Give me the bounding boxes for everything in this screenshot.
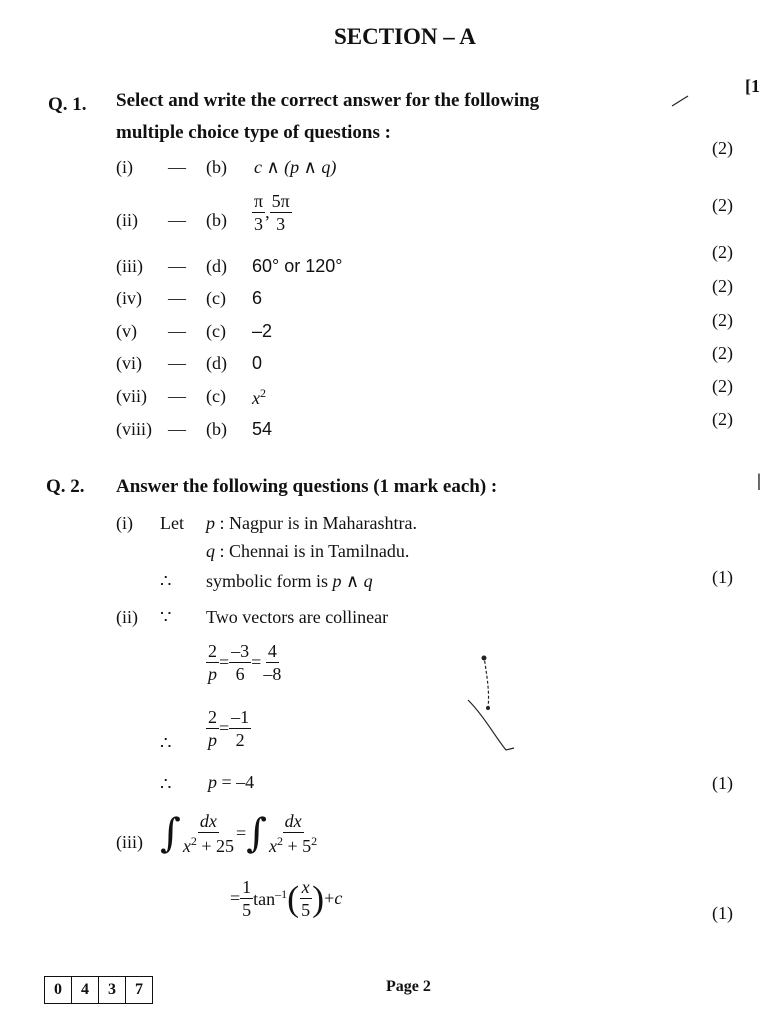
fraction-denominator: 5 bbox=[242, 900, 252, 920]
answer-exponent: 2 bbox=[260, 386, 266, 400]
fraction-numerator: –3 bbox=[231, 641, 250, 661]
pen-stroke bbox=[468, 700, 514, 750]
answer: 6 bbox=[252, 288, 263, 308]
equals-sign: = bbox=[219, 652, 230, 672]
dash: — bbox=[168, 419, 186, 439]
den-exponent: 2 bbox=[311, 834, 318, 848]
den-rest: + 25 bbox=[196, 836, 234, 856]
option-letter: (c) bbox=[206, 288, 226, 308]
separator: , bbox=[265, 202, 270, 222]
code-digit: 4 bbox=[72, 977, 99, 1003]
fraction-numerator: 2 bbox=[208, 707, 217, 727]
fraction-numerator: dx bbox=[199, 811, 217, 831]
equals-sign: = bbox=[236, 823, 247, 843]
integral-sign: ∫ bbox=[160, 810, 181, 857]
q1-text-line1: Select and write the correct answer for the following bbox=[116, 90, 540, 111]
code-digit: 7 bbox=[135, 981, 143, 998]
func-name: tan bbox=[253, 889, 276, 909]
dash: — bbox=[168, 321, 186, 341]
pen-tick-mark bbox=[672, 96, 688, 106]
roman-numeral: (viii) bbox=[116, 419, 152, 439]
statement-p-text: : Nagpur is in Maharashtra. bbox=[219, 513, 417, 533]
den-base: x bbox=[182, 836, 191, 856]
fraction-denominator: 3 bbox=[276, 214, 286, 234]
answer-base: x bbox=[252, 388, 260, 408]
right-paren: ) bbox=[312, 878, 325, 919]
fraction-numerator: 5π bbox=[271, 191, 290, 211]
q2-number: Q. 2. bbox=[46, 476, 85, 497]
right-edge-mark: [1 bbox=[745, 76, 760, 96]
option-letter: (b) bbox=[206, 157, 227, 177]
fraction-numerator: x bbox=[301, 877, 310, 897]
roman-numeral: (i) bbox=[116, 513, 133, 533]
let-label: Let bbox=[160, 513, 184, 533]
q2-text: Answer the following questions (1 mark each) : bbox=[116, 476, 498, 497]
equals-sign: = bbox=[251, 652, 262, 672]
option-letter: (c) bbox=[206, 321, 226, 341]
answer: c ∧ (p ∧ q) bbox=[254, 157, 337, 177]
fraction-numerator: 4 bbox=[267, 641, 277, 661]
roman-numeral: (i) bbox=[116, 157, 133, 177]
statement-q-text: : Chennai is in Tamilnadu. bbox=[219, 541, 410, 561]
marks: (2) bbox=[712, 276, 733, 296]
dash: — bbox=[168, 256, 186, 276]
fraction-numerator: π bbox=[254, 191, 264, 211]
paper-code-box bbox=[44, 976, 153, 1004]
left-paren: ( bbox=[287, 878, 300, 919]
marks: (2) bbox=[712, 195, 733, 215]
roman-numeral: (vii) bbox=[116, 386, 147, 406]
dash: — bbox=[168, 353, 186, 373]
roman-numeral: (ii) bbox=[116, 210, 138, 230]
pen-dot bbox=[486, 706, 490, 710]
den-rest: + 5 bbox=[283, 836, 312, 856]
marks: (2) bbox=[712, 343, 733, 363]
roman-numeral: (vi) bbox=[116, 353, 142, 373]
den-exponent: 2 bbox=[190, 834, 197, 848]
therefore-symbol: ∴ bbox=[160, 774, 172, 794]
page-number: Page 2 bbox=[386, 978, 431, 995]
roman-numeral: (iv) bbox=[116, 288, 142, 308]
answer: 60° or 120° bbox=[252, 256, 343, 276]
section-title: SECTION – A bbox=[334, 24, 476, 49]
roman-numeral: (iii) bbox=[116, 832, 143, 852]
plus-sign: + bbox=[324, 888, 335, 908]
symbolic-expression: p ∧ q bbox=[332, 571, 373, 591]
den-base: x bbox=[269, 836, 277, 856]
marks: (1) bbox=[712, 903, 733, 923]
right-edge-mark-q2: | bbox=[757, 470, 761, 490]
func-exponent: –1 bbox=[275, 887, 288, 901]
dash: — bbox=[168, 288, 186, 308]
roman-numeral: (iii) bbox=[116, 256, 143, 276]
integral-sign: ∫ bbox=[246, 810, 267, 857]
option-letter: (d) bbox=[206, 256, 227, 276]
fraction-denominator: 6 bbox=[235, 664, 245, 684]
marks: (2) bbox=[712, 409, 733, 429]
dash: — bbox=[168, 386, 186, 406]
marks: (2) bbox=[712, 242, 733, 262]
code-digit: 0 bbox=[45, 977, 72, 1003]
because-symbol: ∵ bbox=[160, 607, 172, 627]
fraction-numerator: 1 bbox=[242, 877, 252, 897]
q1-number: Q. 1. bbox=[48, 94, 87, 115]
fraction-numerator: 2 bbox=[208, 641, 217, 661]
result-value: = –4 bbox=[221, 772, 255, 792]
fraction-denominator: –8 bbox=[263, 664, 282, 684]
q1-text-line2: multiple choice type of questions : bbox=[116, 122, 391, 143]
collinear-text: Two vectors are collinear bbox=[206, 607, 389, 627]
answer: 0 bbox=[252, 353, 263, 373]
answer: –2 bbox=[252, 321, 273, 341]
therefore-symbol: ∴ bbox=[160, 733, 172, 753]
var-p: p bbox=[208, 772, 217, 792]
var-p: p bbox=[206, 513, 215, 533]
den-exponent: 2 bbox=[277, 834, 283, 848]
option-letter: (b) bbox=[206, 210, 227, 230]
fraction-denominator: 3 bbox=[254, 214, 264, 234]
therefore-symbol: ∴ bbox=[160, 571, 172, 591]
dash: — bbox=[168, 157, 186, 177]
symbolic-text: symbolic form is bbox=[206, 571, 328, 591]
marks: (2) bbox=[712, 138, 733, 158]
marks: (2) bbox=[712, 310, 733, 330]
constant: c bbox=[334, 888, 343, 908]
dash: — bbox=[168, 210, 186, 230]
pen-dot bbox=[482, 656, 487, 661]
code-digit: 3 bbox=[99, 977, 126, 1003]
equals-sign: = bbox=[230, 888, 241, 908]
fraction-numerator: dx bbox=[284, 811, 302, 831]
option-letter: (b) bbox=[206, 419, 227, 439]
fraction-numerator: –1 bbox=[231, 707, 250, 727]
fraction-denominator: 2 bbox=[235, 730, 245, 750]
fraction-denominator: p bbox=[208, 730, 217, 750]
answer: 54 bbox=[252, 419, 273, 439]
marks: (1) bbox=[712, 773, 733, 793]
fraction-denominator: p bbox=[208, 664, 217, 684]
marks: (1) bbox=[712, 567, 733, 587]
fraction-denominator: 5 bbox=[301, 900, 311, 920]
equals-sign: = bbox=[219, 718, 230, 738]
roman-numeral: (ii) bbox=[116, 607, 138, 627]
pen-stroke bbox=[484, 656, 489, 708]
marks: (2) bbox=[712, 376, 733, 396]
var-q: q bbox=[206, 541, 215, 561]
option-letter: (d) bbox=[206, 353, 227, 373]
option-letter: (c) bbox=[206, 386, 226, 406]
roman-numeral: (v) bbox=[116, 321, 137, 341]
